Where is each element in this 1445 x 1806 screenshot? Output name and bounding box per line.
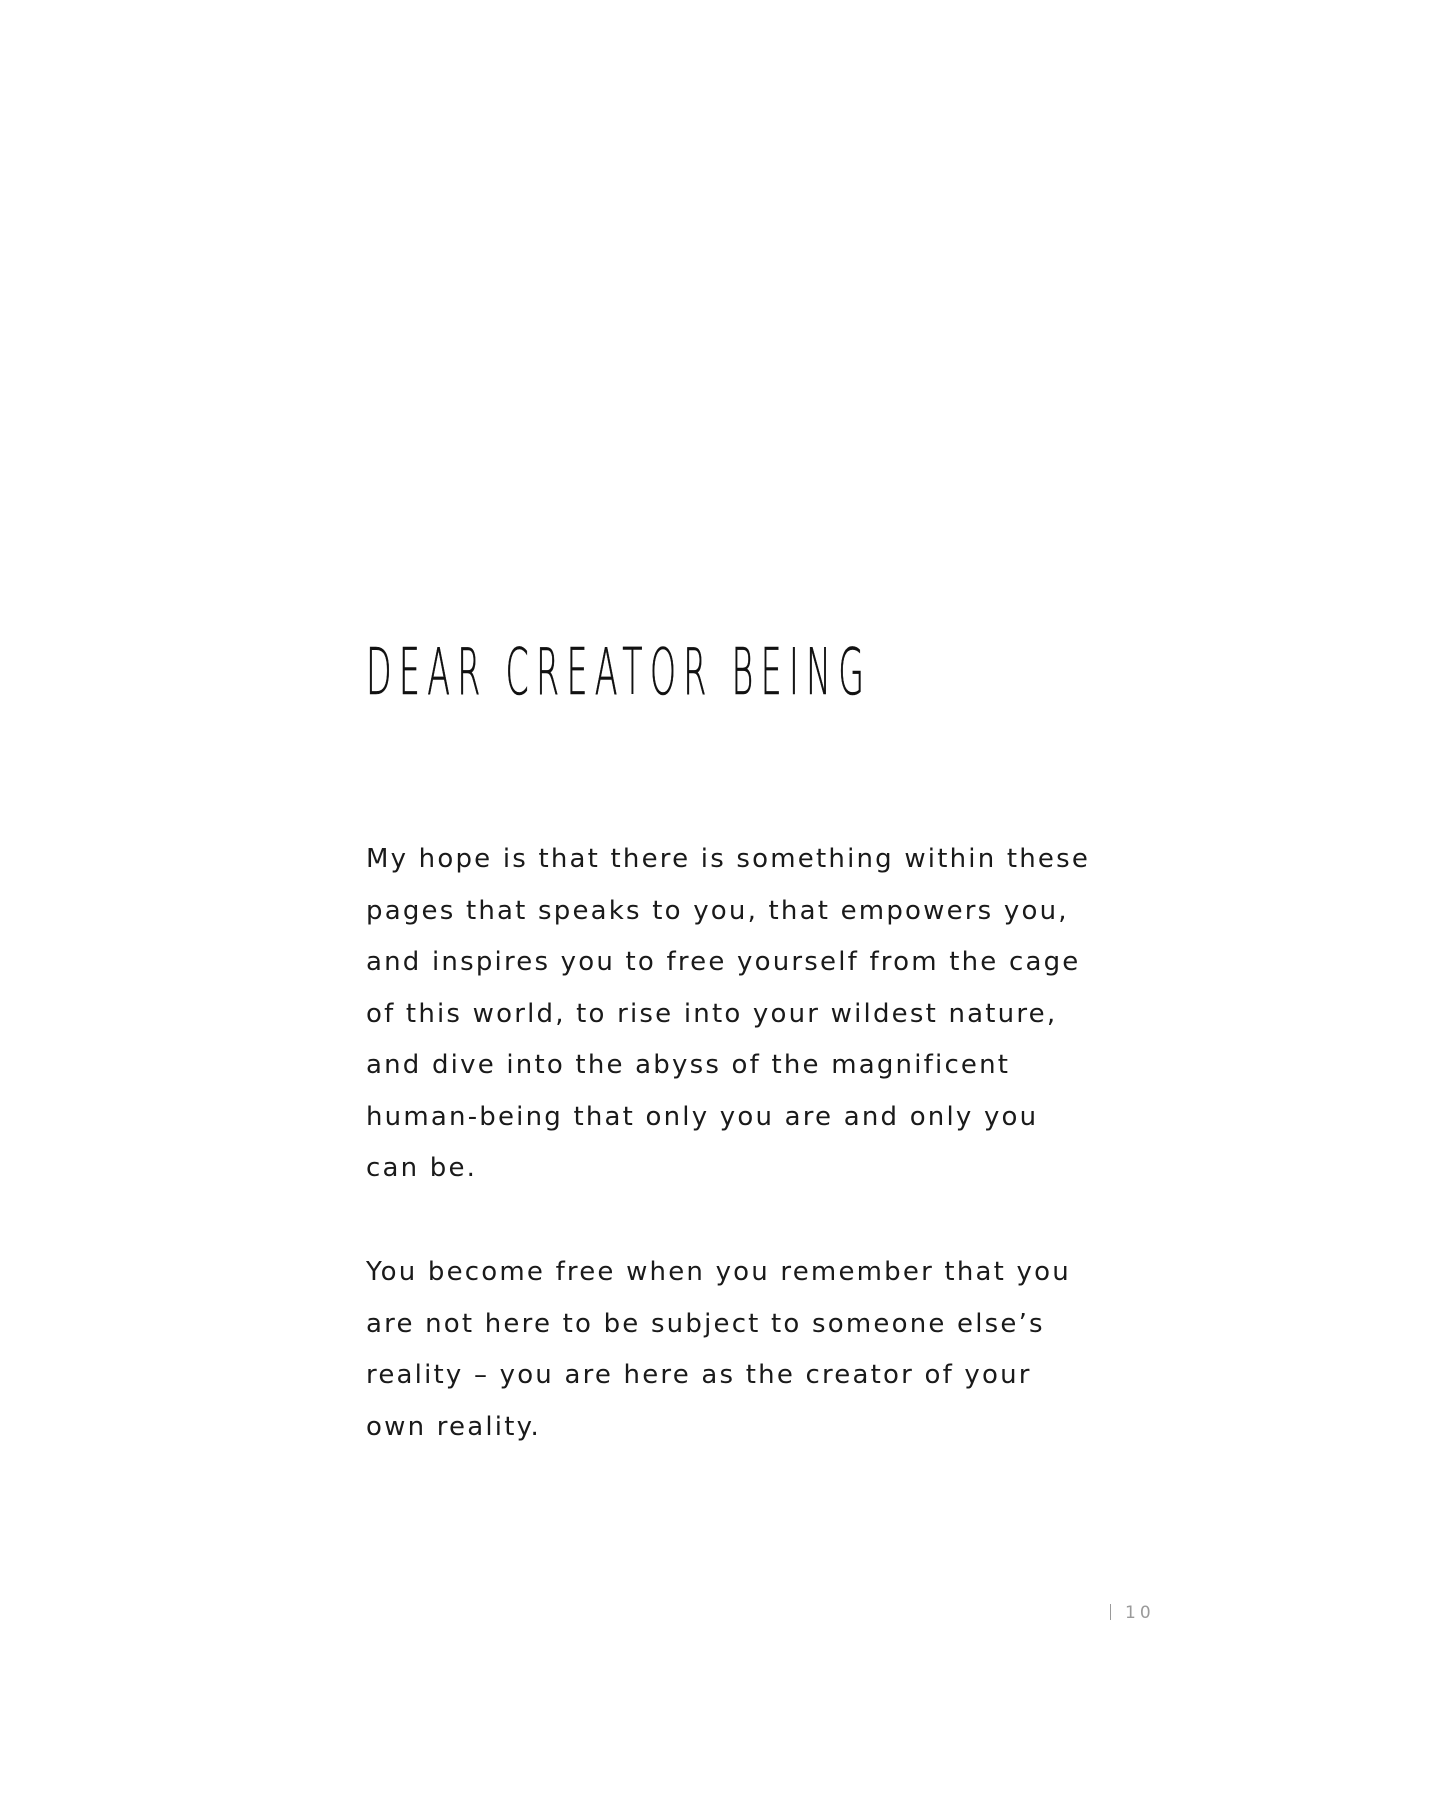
text-line: own reality. xyxy=(366,1411,541,1442)
text-line: can be. xyxy=(366,1153,478,1183)
page-number xyxy=(1110,1603,1155,1623)
text-line: human-being that only you are and only you xyxy=(366,1101,1039,1132)
text-line: You become free when you remember that you xyxy=(366,1257,1071,1287)
text-line: pages that speaks to you, that empowers you, xyxy=(366,895,1069,926)
text-line: My hope is that there is something within these xyxy=(366,844,1091,874)
page-number-separator xyxy=(1110,1604,1111,1620)
text-line: and dive into the abyss of the magnificent xyxy=(366,1050,1011,1080)
paragraph-1 xyxy=(366,834,1126,1195)
page-number-value: 10 xyxy=(1125,1603,1155,1623)
page-title: DEAR CREATOR BEING xyxy=(366,636,872,710)
text-line: of this world, to rise into your wildest nature, xyxy=(366,998,1058,1029)
text-line: and inspires you to free yourself from the cage xyxy=(366,947,1081,977)
text-line: reality – you are here as the creator of your xyxy=(366,1360,1032,1390)
text-line: are not here to be subject to someone else’s xyxy=(366,1308,1045,1339)
paragraph-2 xyxy=(366,1247,1126,1453)
